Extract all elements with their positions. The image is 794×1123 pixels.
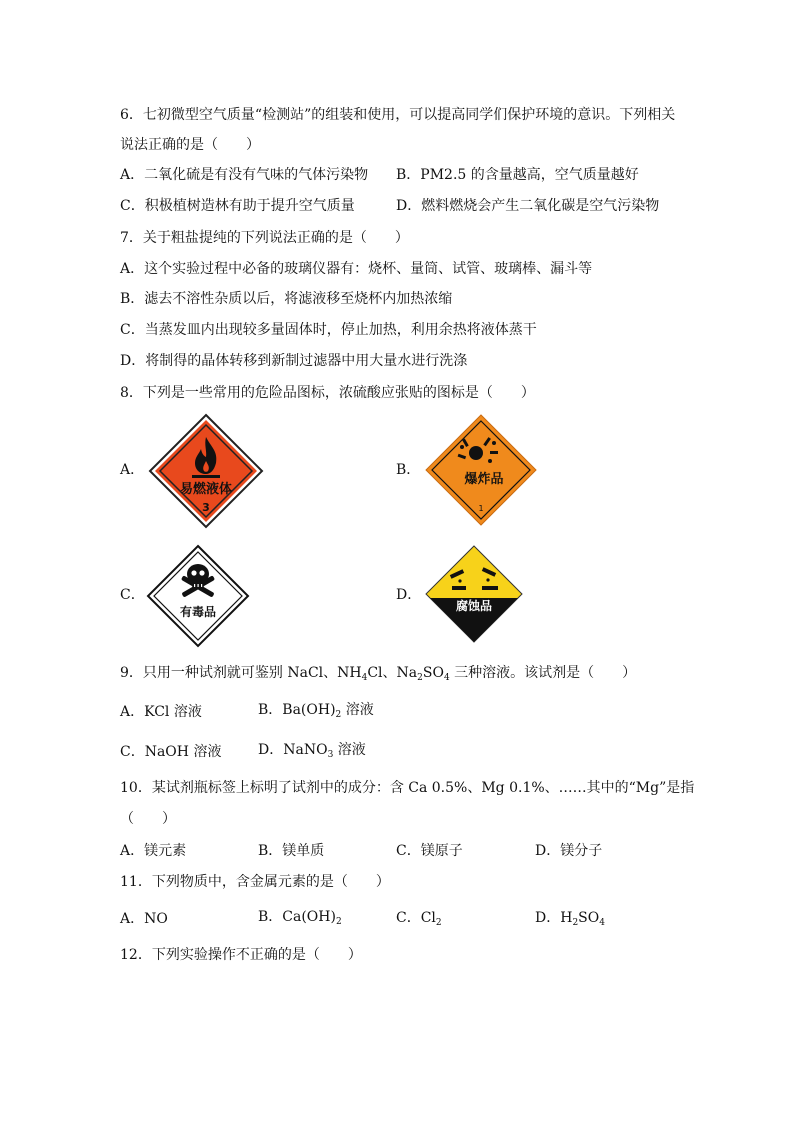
q7-stem: 7．关于粗盐提纯的下列说法正确的是（ ） — [120, 230, 409, 246]
q9-option-d — [258, 741, 366, 764]
flammable-sign-text: 易燃液体 — [179, 482, 233, 497]
q10-option-c: C．镁原子 — [396, 843, 463, 859]
corrosive-sign — [424, 544, 524, 644]
q7-option-d: D．将制得的晶体转移到新制过滤器中用大量水进行洗涤 — [120, 353, 468, 369]
q9-option-d-text: D．NaNO — [258, 742, 328, 758]
q9-stem-sub3: 4 — [443, 673, 450, 683]
q9-option-d-suffix: 溶液 — [333, 742, 366, 758]
flammable-sign-number: 3 — [202, 501, 210, 514]
q6-option-c: C．积极植树造林有助于提升空气质量 — [120, 198, 355, 214]
q10-stem-line1: 10．某试剂瓶标签上标明了试剂中的成分：含 Ca 0.5%、Mg 0.1%、……其中的“Mg”是指 — [120, 780, 695, 796]
q7-option-a: A．这个实验过程中必备的玻璃仪器有：烧杯、量筒、试管、玻璃棒、漏斗等 — [120, 261, 593, 277]
q11-option-b-sub: 2 — [335, 917, 342, 927]
q11-option-c — [396, 909, 442, 932]
q9-stem-sub2: 2 — [417, 673, 423, 683]
corrosive-sign-text: 腐蚀品 — [455, 599, 493, 613]
q9-option-b — [258, 701, 374, 724]
q11-option-b — [258, 908, 342, 931]
q9-stem-part2: Cl、Na — [367, 665, 418, 681]
q11-option-b-text: B．Ca(OH) — [258, 909, 336, 925]
q9-option-b-text: B．Ba(OH) — [258, 702, 336, 718]
q9-stem-part1: 9．只用一种试剂就可鉴别 NaCl、NH — [120, 665, 362, 681]
q9-stem-sub1: 4 — [361, 673, 368, 683]
q9-stem-part4: 三种溶液。该试剂是（ ） — [449, 665, 637, 681]
q11-stem: 11．下列物质中，含金属元素的是（ ） — [120, 874, 390, 890]
q9-option-d-sub: 3 — [327, 750, 334, 760]
q9-option-c: C．NaOH 溶液 — [120, 744, 222, 760]
toxic-sign-fill — [148, 546, 248, 646]
flammable-liquid-sign — [148, 413, 264, 529]
explosive-sign-text: 爆炸品 — [464, 472, 504, 487]
q8-stem: 8．下列是一些常用的危险品图标，浓硫酸应张贴的图标是（ ） — [120, 385, 535, 401]
q7-option-b: B．滤去不溶性杂质以后，将滤液移至烧杯内加热浓缩 — [120, 291, 453, 307]
toxic-sign — [146, 544, 250, 648]
q6-option-d: D．燃料燃烧会产生二氧化碳是空气污染物 — [396, 198, 660, 214]
q10-stem-line2: （ ） — [120, 811, 176, 827]
q11-option-a: A．NO — [120, 911, 168, 927]
q6-stem-line1: 6．七初微型空气质量“检测站”的组装和使用，可以提高同学们保护环境的意识。下列相关 — [120, 107, 676, 123]
q6-option-b: B．PM2.5 的含量越高，空气质量越好 — [396, 167, 639, 183]
q6-stem-line2: 说法正确的是（ ） — [120, 137, 260, 153]
toxic-sign-text: 有毒品 — [179, 605, 217, 619]
q8-option-a-label: A． — [120, 462, 145, 478]
q11-option-c-sub: 2 — [435, 918, 442, 928]
q10-option-a: A．镁元素 — [120, 843, 187, 859]
q11-option-d-mid: SO — [578, 910, 600, 926]
q11-option-d-sub1: 2 — [572, 918, 579, 928]
q11-option-d-text: D．H — [535, 910, 573, 926]
q9-option-a: A．KCl 溶液 — [120, 704, 202, 720]
q10-option-d: D．镁分子 — [535, 843, 603, 859]
q9-option-b-sub: 2 — [335, 710, 342, 720]
q7-option-c: C．当蒸发皿内出现较多量固体时，停止加热，利用余热将液体蒸干 — [120, 322, 537, 338]
q11-option-c-text: C．Cl — [396, 910, 436, 926]
q9-stem-part3: SO — [422, 665, 444, 681]
q8-option-c-label: C． — [120, 587, 145, 603]
explosive-sign-number: 1 — [478, 504, 484, 513]
q11-option-d-sub2: 4 — [599, 918, 605, 928]
q8-option-d-label: D． — [396, 587, 422, 603]
q6-option-a: A．二氧化硫是有没有气味的气体污染物 — [120, 167, 369, 183]
q8-option-b-label: B． — [396, 462, 421, 478]
q10-option-b: B．镁单质 — [258, 843, 325, 859]
q9-stem — [120, 664, 636, 687]
q11-option-d — [535, 909, 605, 932]
explosive-sign — [424, 413, 538, 527]
q9-option-b-suffix: 溶液 — [341, 702, 374, 718]
q12-stem: 12．下列实验操作不正确的是（ ） — [120, 947, 362, 963]
